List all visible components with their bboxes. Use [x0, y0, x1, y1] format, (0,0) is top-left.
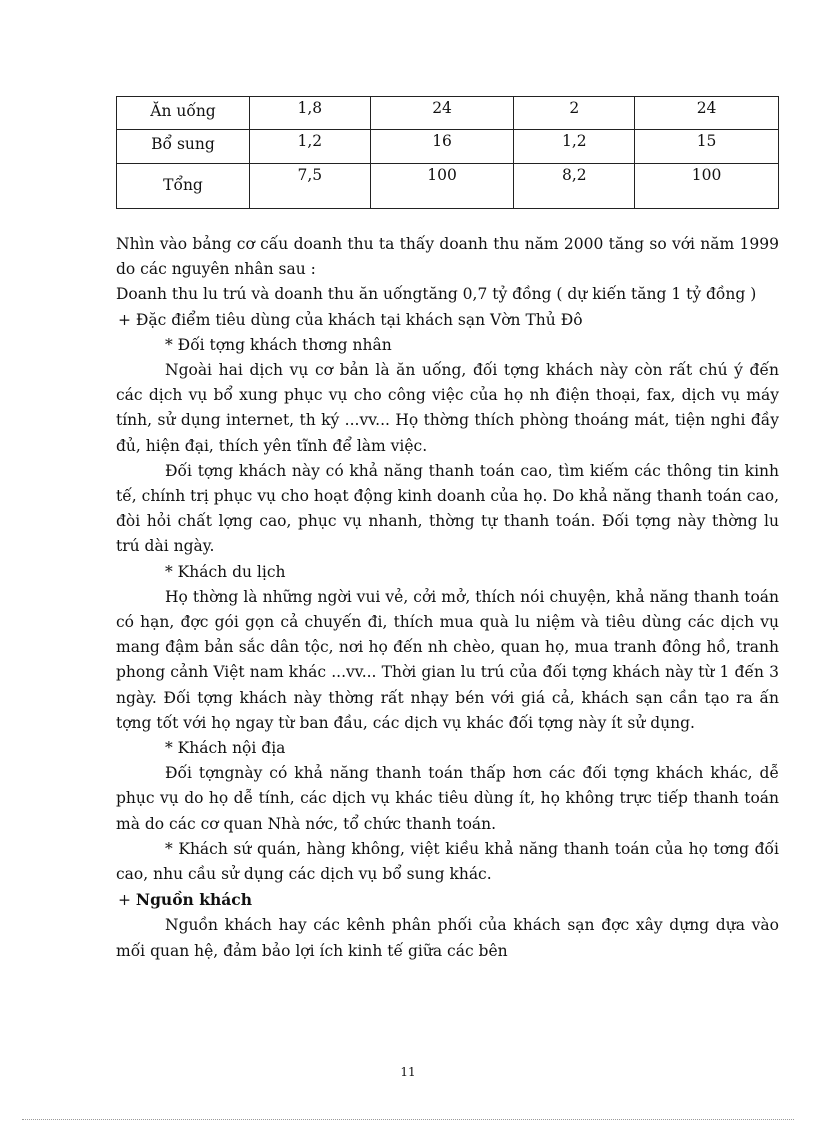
page-number: 11 — [400, 1065, 416, 1079]
paragraph: Họ thờng là những ngời vui vẻ, cởi mở, thích nói chuyện, khả năng thanh toán có hạn, đợc gói gọn cả chuyến đi, thích mua quà lu niệm và tiêu dùng các dịch vụ mang đậm bản sắc dân tộc, nơi họ đến nh chèo, quan họ, mua tranh đông hồ, tranh phong cảnh Việt nam khác ...vv... Thời gian lu trú của đối tợng khách này từ 1 đến 3 ngày. Đối tợng khách này thờng rất nhạy bén với giá cả, khách sạn cần tạo ra ấn tợng tốt với họ ngay từ ban đầu, các dịch vụ khác đối tợng này ít sử dụng. — [116, 587, 779, 732]
paragraph: Đối tợngnày có khả năng thanh toán thấp hơn các đối tợng khách khác, dễ phục vụ do họ dễ tính, các dịch vụ khác tiêu dùng ít, họ không trực tiếp thanh toán mà do các cơ quan Nhà nớc, tổ chức thanh toán. — [116, 764, 779, 833]
paragraph: Nhìn vào bảng cơ cấu doanh thu ta thấy doanh thu năm 2000 tăng so với năm 1999 do các nguyên nhân sau : — [116, 235, 779, 279]
table-cell: 1,2 — [250, 130, 371, 164]
table-cell: 1,2 — [514, 130, 635, 164]
paragraph: Nguồn khách hay các kênh phân phối của khách sạn đợc xây dựng dựa vào mối quan hệ, đảm bảo lợi ích kinh tế giữa các bên — [116, 916, 779, 960]
row-label: Tổng — [117, 164, 250, 209]
paragraph: Ngoài hai dịch vụ cơ bản là ăn uống, đối tợng khách này còn rất chú ý đến các dịch vụ bổ xung phục vụ cho công việc của họ nh điện thoại, fax, dịch vụ máy tính, sử dụng internet, th ký ...vv... Họ thờng thích phòng thoáng mát, tiện nghi đầy đủ, hiện đại, thích yên tĩnh để làm việc. — [116, 361, 779, 455]
table-row — [117, 164, 779, 209]
table-row — [117, 130, 779, 164]
table-row — [117, 97, 779, 130]
table-cell: 8,2 — [514, 164, 635, 209]
subheading: * Khách nội địa — [165, 739, 286, 758]
subheading: * Đối tợng khách thơng nhân — [165, 335, 392, 354]
paragraph: * Khách sứ quán, hàng không, việt kiều khả năng thanh toán của họ tơng đối cao, nhu cầu sử dụng các dịch vụ bổ sung khác. — [116, 839, 779, 884]
table-cell: 2 — [514, 97, 635, 130]
table-cell: 24 — [635, 97, 779, 130]
table-cell: 1,8 — [250, 97, 371, 130]
section-heading: + Đặc điểm tiêu dùng của khách tại khách sạn Vờn Thủ Đô — [118, 310, 583, 329]
section-heading-bold — [116, 887, 779, 913]
revenue-structure-table — [116, 96, 779, 209]
heading-text: Nguồn khách — [135, 890, 252, 910]
subheading: * Khách du lịch — [165, 562, 286, 581]
document-body — [116, 232, 779, 964]
table-cell: 16 — [370, 130, 514, 164]
page-edge-divider — [22, 1119, 794, 1120]
row-label: Ăn uống — [117, 97, 250, 130]
table-cell: 100 — [370, 164, 514, 209]
table-cell: 15 — [635, 130, 779, 164]
paragraph: Đối tợng khách này có khả năng thanh toán cao, tìm kiếm các thông tin kinh tế, chính trị phục vụ cho hoạt động kinh doanh của họ. Do khả năng thanh toán cao, đòi hỏi chất lợng cao, phục vụ nhanh, thờng tự thanh toán. Đối tợng này thờng lu trú dài ngày. — [116, 461, 779, 556]
paragraph: Doanh thu lu trú và doanh thu ăn uốngtăng 0,7 tỷ đồng ( dự kiến tăng 1 tỷ đồng ) — [116, 285, 757, 304]
plus-marker: + — [118, 891, 136, 910]
table-cell: 100 — [635, 164, 779, 209]
row-label: Bổ sung — [117, 130, 250, 164]
table-cell: 24 — [370, 97, 514, 130]
table-cell: 7,5 — [250, 164, 371, 209]
